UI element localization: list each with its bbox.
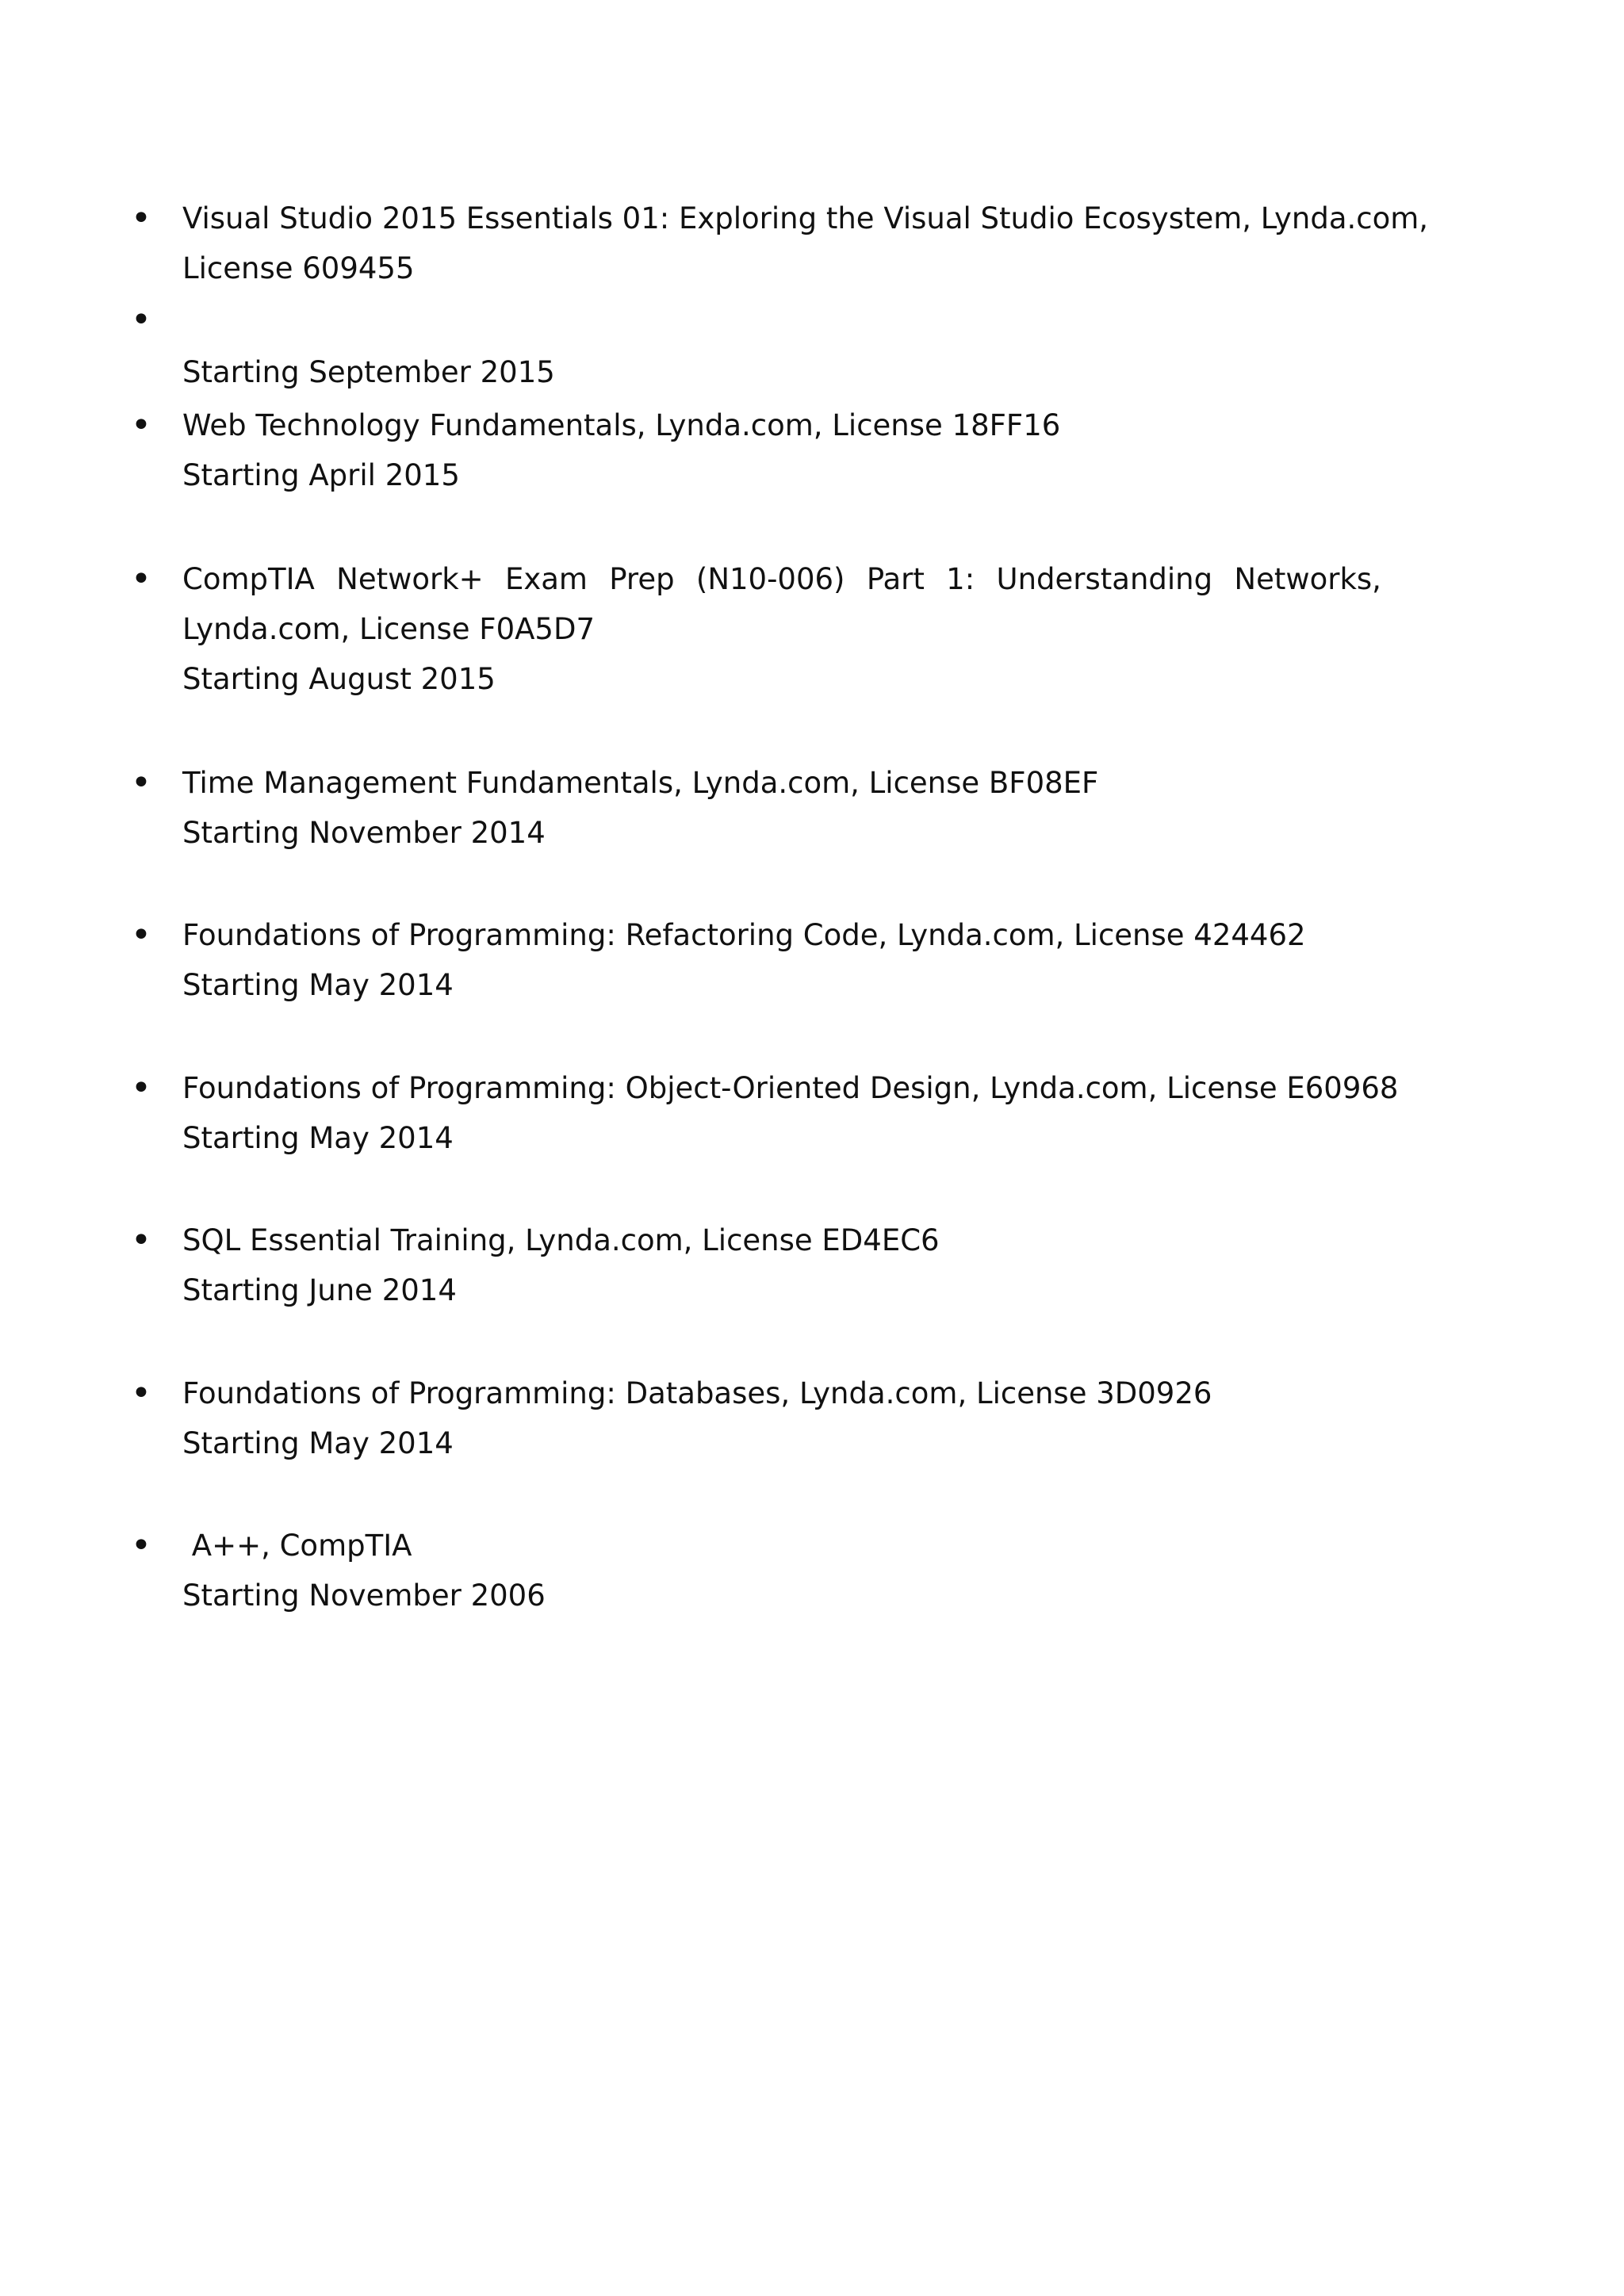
title-word: Understanding bbox=[996, 562, 1213, 596]
certification-date: Starting November 2006 bbox=[182, 1578, 546, 1613]
bullet-icon: • bbox=[131, 915, 151, 955]
certification-title-line: SQL Essential Training, Lynda.com, License ED4EC6 bbox=[182, 1223, 940, 1257]
certification-date: Starting May 2014 bbox=[182, 1426, 454, 1460]
title-word: (N10-006) bbox=[695, 562, 845, 596]
certification-date: Starting June 2014 bbox=[182, 1273, 457, 1307]
certification-title-line: Foundations of Programming: Databases, Lynda.com, License 3D0926 bbox=[182, 1376, 1212, 1410]
certification-title-line: Visual Studio 2015 Essentials 01: Exploring the Visual Studio Ecosystem, Lynda.com, bbox=[182, 201, 1429, 235]
certification-date: Starting August 2015 bbox=[182, 662, 496, 696]
certification-date: Starting May 2014 bbox=[182, 1121, 454, 1155]
bullet-icon: • bbox=[131, 559, 151, 599]
certification-date: Starting November 2014 bbox=[182, 816, 546, 850]
title-word: Networks, bbox=[1234, 562, 1381, 596]
bullet-icon: • bbox=[131, 198, 151, 239]
title-word: Part bbox=[866, 562, 925, 596]
certification-title-line: Time Management Fundamentals, Lynda.com, License BF08EF bbox=[182, 766, 1099, 800]
bullet-icon: • bbox=[131, 1525, 151, 1566]
certification-title-line: Foundations of Programming: Object-Oriented Design, Lynda.com, License E60968 bbox=[182, 1071, 1399, 1105]
title-word: Exam bbox=[504, 562, 588, 596]
bullet-icon: • bbox=[131, 1220, 151, 1261]
certification-date: Starting September 2015 bbox=[182, 355, 555, 389]
bullet-icon: • bbox=[131, 1068, 151, 1108]
certification-title-line-justified bbox=[182, 554, 1381, 604]
certification-date: Starting April 2015 bbox=[182, 458, 460, 492]
certification-date: Starting May 2014 bbox=[182, 968, 454, 1002]
title-word: CompTIA bbox=[182, 562, 315, 596]
certification-title-line: Foundations of Programming: Refactoring Code, Lynda.com, License 424462 bbox=[182, 918, 1306, 952]
bullet-icon: • bbox=[131, 763, 151, 803]
bullet-icon: • bbox=[131, 405, 151, 446]
title-word: 1: bbox=[946, 562, 975, 596]
certification-title-line: Web Technology Fundamentals, Lynda.com, License 18FF16 bbox=[182, 408, 1061, 442]
title-word: Network+ bbox=[336, 562, 484, 596]
bullet-icon: • bbox=[131, 1373, 151, 1414]
title-word: Prep bbox=[609, 562, 675, 596]
bullet-icon: • bbox=[131, 300, 151, 340]
certification-title-line: Lynda.com, License F0A5D7 bbox=[182, 612, 595, 646]
certification-title-line: License 609455 bbox=[182, 251, 415, 285]
certification-title-line: A++, CompTIA bbox=[182, 1529, 412, 1563]
